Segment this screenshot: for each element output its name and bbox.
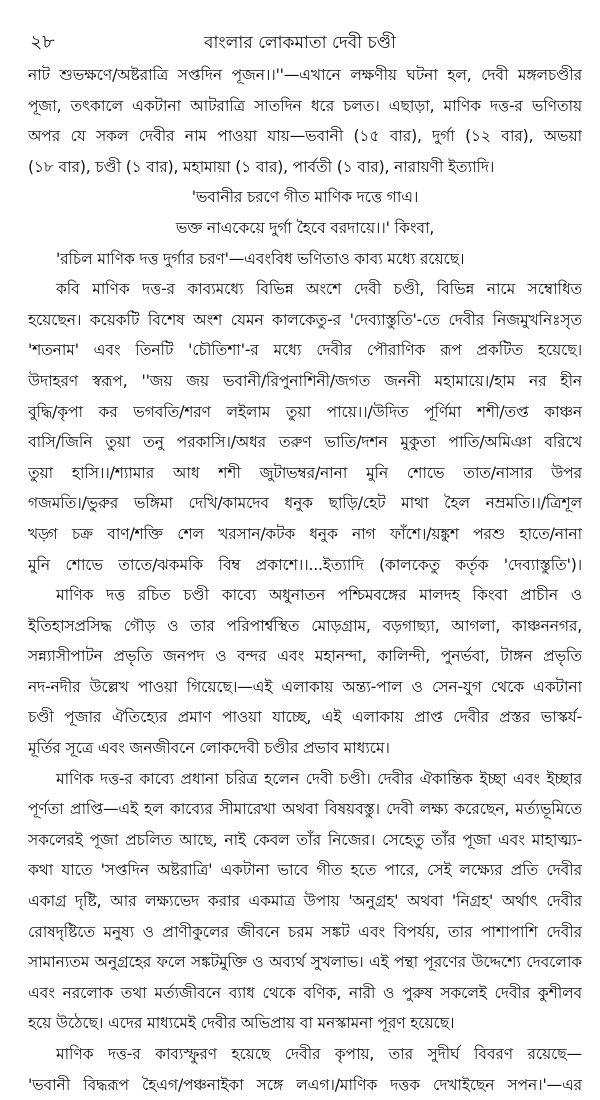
text-line: পূর্ণতা প্রাপ্তি—এই হল কাব্যের সীমারেখা অথবা বিষয়বস্তু। দেবী লক্ষ্য করেছেন, মর্ত্যভূমিতে: [28, 800, 582, 819]
text-line: গজমতি।/ভুরুর ভঙ্গিমা দেখি/কামদেব ধনুক ছাড়ি/হেট মাথা হৈল নম্রমতি।।/ত্রিশূল: [28, 494, 582, 513]
text-line: অপর যে সকল দেবীর নাম পাওয়া যায়—ভবানী (১৫ বার), দুর্গা (১২ বার), অভয়া: [28, 127, 582, 146]
verse-line: 'ভবানীর চরণে গীত মাণিক দত্তে গাএ।: [191, 188, 419, 207]
text-line: (১৮ বার), চণ্ডী (১ বার), মহামায়া (১ বার), পার্বতী (১ বার), নারায়ণী ইত্যাদি।: [28, 157, 495, 176]
text-line: 'শতনাম' এবং তিনটি 'চৌতিশা'-র মধ্যে দেবীর পৌরাণিক রূপ প্রকটিত হয়েছে।: [28, 341, 582, 360]
text-line: নদ-নদীর উল্লেখ পাওয়া গিয়েছে।—এই এলাকায় অন্ত্য-পাল ও সেন-যুগ থেকে একটানা: [28, 677, 582, 696]
text-line: কথা যাতে 'সপ্তদিন অষ্টরাত্রি' একটানা ভাবে গীত হতে পারে, সেই লক্ষ্যের প্রতি দেবীর: [28, 861, 582, 880]
text-line: 'ভবানী বিদ্ধরূপ হৈএগ/পঞ্চনাইকা সঙ্গে লএগ।/মাণিক দত্তক দেখাইছেন সপন।'—এর: [28, 1075, 582, 1094]
text-line: ইতিহাসপ্রসিদ্ধ গৌড় ও তার পরিপার্শ্বস্থিত মোড়গ্রাম, বড়গাছ্যা, আগলা, কাঞ্চননগর,: [28, 616, 582, 635]
paragraph-start: মাণিক দত্ত-র কাব্যে প্রধানা চরিত্র হলেন দেবী চণ্ডী। দেবীর ঐকান্তিক ইচ্ছা এবং ইচ্ছার: [56, 769, 582, 788]
text-line: সকলেরই পূজা প্রচলিত আছে, নাই কেবল তাঁর নিজের। সেহেতু তাঁর পূজা এবং মাহাত্ম্য-: [28, 830, 582, 849]
text-line: মূর্তির সূত্রে এবং জনজীবনে লোকদেবী চণ্ডীর প্রভাব মাধ্যমে।: [28, 739, 390, 758]
paragraph-start: কবি মাণিক দত্ত-র কাব্যমধ্যে বিভিন্ন অংশে দেবী চণ্ডী, বিভিন্ন নামে সম্বোধিত: [56, 280, 582, 299]
text-line: সন্ন্যাসীপাটন প্রভৃতি জনপদ ও বন্দর এবং মহানন্দা, কালিন্দী, পুনর্ভবা, টাঙ্গন প্রভৃতি: [28, 647, 582, 666]
text-line: তুয়া হাসি।।/শ্যামার আধ শশী জুটাভম্বর/নানা মুনি শোভে তাত/নাসার উপর: [28, 463, 582, 482]
verse-line: ভক্ত নাএকেয়ে দুর্গা হৈবে বরদায়ে।।' কিংবা,: [175, 218, 435, 237]
text-line: পূজা, তৎকালে একটানা আটরাত্রি সাতদিন ধরে চলত। এছাড়া, মাণিক দত্ত-র ভণিতায়: [28, 96, 582, 115]
page-header: [0, 14, 600, 54]
text-line: এবং নরলোক তথা মর্ত্যজীবনে ব্যাধ থেকে বণিক, নারী ও পুরুষ সকলেই দেবীর কুশীলব: [28, 983, 582, 1002]
text-line: বুদ্ধি/কৃপা কর ভগবতি/শরণ লইলাম তুয়া পায়ে।।/উদিত পূর্ণিমা শশী/তপ্ত কাঞ্চন: [28, 402, 582, 421]
text-line: হয়েছেন। কয়েকটি বিশেষ অংশ যেমন কালকেতু-র 'দেব্যাস্তুতি'-তে দেবীর নিজমুখনিঃসৃত: [28, 310, 582, 329]
text-line: হয়ে উঠেছে। এদের মাধ্যমেই দেবীর অভিপ্রায় বা মনস্কামনা পূরণ হয়েছে।: [28, 1014, 455, 1033]
page-number: ২৮: [30, 31, 55, 53]
text-line: 'রচিল মাণিক দত্ত দুর্গার চরণ'—এবংবিধ ভণিতাও কাব্য মধ্যে রয়েছে।: [56, 249, 465, 268]
text-line: বাসি/জিনি তুয়া তনু পরকাসি।/অধর তরুণ ভাতি/দশন মুকুতা পাতি/অমিঞা বরিখে: [28, 433, 582, 452]
text-line: খড়্গ চক্র বাণ/শক্তি শেল খরসান/কটক ধনুক নাগ ফাঁশে।/য়ঙ্কুশ পরশু হাতে/নানা: [28, 524, 582, 543]
paragraph-start: মাণিক দত্ত রচিত চণ্ডী কাব্যে অধুনাতন পশ্চিমবঙ্গের মালদহ কিংবা প্রাচীন ও: [56, 586, 582, 605]
text-line: নাট শুভক্ষণে/অষ্টরাত্রি সপ্তদিন পূজন।।''—এখানে লক্ষণীয় ঘটনা হল, দেবী মঙ্গলচণ্ডীর: [28, 66, 582, 84]
text-line: সামান্যতম অনুগ্রহের ফলে সঙ্কটমুক্তি ও অব্যর্থ সুখলাভ। এই পন্থা পূরণের উদ্দেশ্যে দেবলোক: [28, 953, 582, 972]
running-title: বাংলার লোকমাতা দেবী চণ্ডী: [204, 33, 396, 53]
text-line: একাগ্র দৃষ্টি, আর লক্ষ্যভেদ করার একমাত্র উপায় 'অনুগ্রহ' অথবা 'নিগ্রহ' অর্থাৎ দেবীর: [28, 892, 582, 911]
text-line: মুনি শোভে তাতে/ঝকমকি বিম্ব প্রকাশে।।...ইত্যাদি (কালকেতু কর্তৃক 'দেব্যাস্তুতি')।: [28, 555, 582, 574]
paragraph-start: মাণিক দত্ত-র কাব্যস্ফুরণ হয়েছে দেবীর কৃপায়, তার সুদীর্ঘ বিবরণ রয়েছে—: [56, 1045, 582, 1063]
text-line: উদাহরণ স্বরূপ, ''জয় জয় ভবানী/রিপুনাশিনী/জগত জননী মহামায়ে।/হাম নর হীন: [28, 371, 582, 390]
page-body: [28, 60, 582, 1100]
text-line: চণ্ডী পূজার ঐতিহ্যের প্রমাণ পাওয়া যাচ্ছে, এই এলাকায় প্রাপ্ত দেবীর প্রস্তর ভাস্কর্য-: [28, 708, 582, 727]
text-line: রোষদৃষ্টিতে মনুষ্য ও প্রাণীকুলের জীবনে চরম সঙ্কট এবং বিপর্যয়, তার পাশাপাশি দেবীর: [28, 922, 582, 941]
